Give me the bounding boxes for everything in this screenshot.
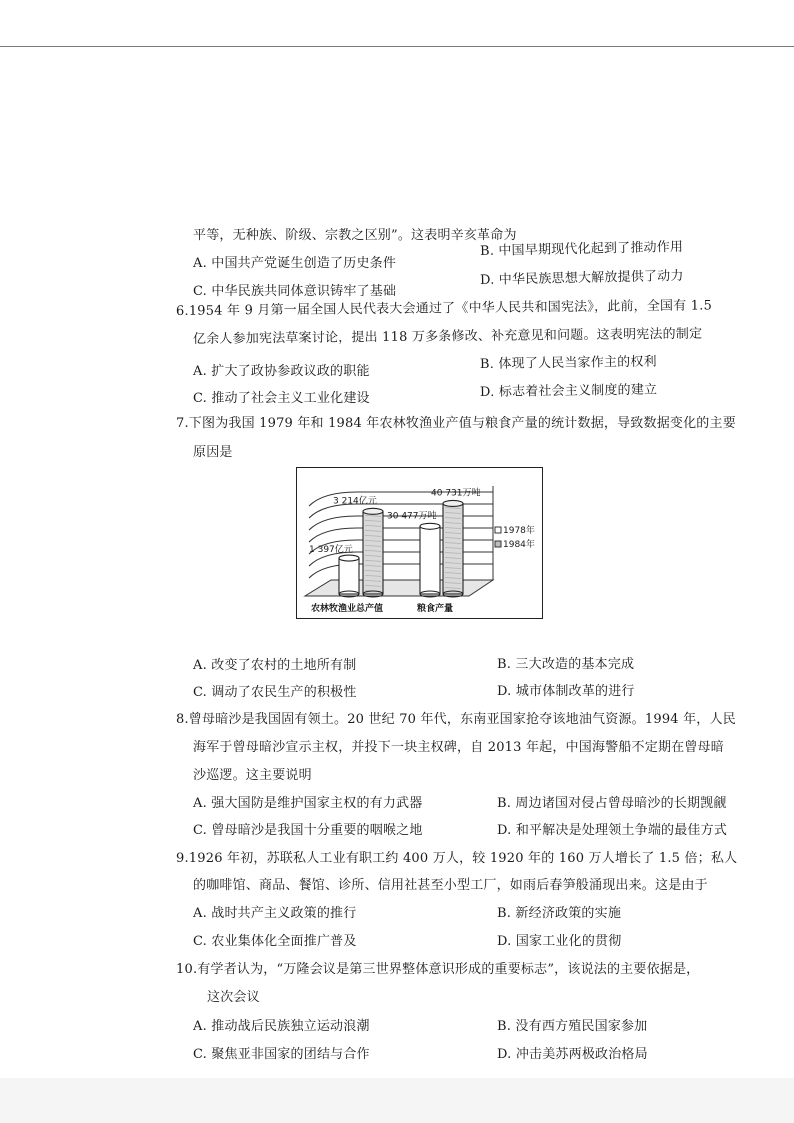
q8-stem-line-2: 海军于曾母暗沙宣示主权，并投下一块主权碑，自 2013 年起，中国海警船不定期在曾母暗	[193, 740, 724, 755]
q6-option-c[interactable]: C. 推动了社会主义工业化建设	[193, 391, 370, 406]
top-divider	[0, 46, 794, 47]
q7-stem-line-2: 原因是	[193, 445, 233, 460]
q9-option-d[interactable]: D. 国家工业化的贯彻	[497, 934, 622, 949]
q7-option-b[interactable]: B. 三大改造的基本完成	[497, 657, 635, 672]
bar-1978-output-body	[339, 558, 359, 594]
q10-option-a[interactable]: A. 推动战后民族独立运动浪潮	[193, 1019, 370, 1034]
q5-option-d[interactable]: D. 中华民族思想大解放提供了动力	[479, 268, 684, 288]
label-1978-output: 1 397亿元	[309, 545, 353, 556]
category-label-output: 农林牧渔业总产值	[311, 604, 384, 614]
page-bottom-shade	[0, 1078, 794, 1123]
legend-label-1984: 1984年	[503, 540, 535, 550]
q10-option-b[interactable]: B. 没有西方殖民国家参加	[497, 1019, 648, 1034]
category-label-grain: 粮食产量	[417, 604, 454, 614]
q8-option-a[interactable]: A. 强大国防是维护国家主权的有力武器	[193, 796, 423, 811]
q7-option-a[interactable]: A. 改变了农村的土地所有制	[193, 658, 357, 673]
q9-stem-line-2: 的咖啡馆、商品、餐馆、诊所、信用社甚至小型工厂，如雨后春笋般涌现出来。这是由于	[193, 878, 708, 893]
bar-1978-grain	[420, 523, 440, 597]
q5-stem-tail: 平等，无种族、阶级、宗教之区别”。这表明辛亥革命为	[193, 228, 517, 243]
q6-option-b[interactable]: B. 体现了人民当家作主的权利	[479, 354, 657, 372]
bar-1978-grain-top	[420, 523, 440, 529]
q10-option-c[interactable]: C. 聚焦亚非国家的团结与合作	[193, 1047, 370, 1062]
q7-option-c[interactable]: C. 调动了农民生产的积极性	[193, 685, 357, 700]
legend-label-1978: 1978年	[503, 526, 535, 536]
q7-option-d[interactable]: D. 城市体制改革的进行	[497, 684, 635, 699]
label-1984-grain: 40 731万吨	[431, 488, 481, 499]
q9-option-b[interactable]: B. 新经济政策的实施	[497, 906, 622, 921]
q8-option-b[interactable]: B. 周边诸国对侵占曾母暗沙的长期觊觎	[497, 796, 727, 811]
q8-stem-line-3: 沙巡逻。这主要说明	[193, 768, 312, 783]
bar-1984-output-top	[363, 508, 383, 514]
bar-1984-output	[363, 508, 383, 597]
q7-stem-line-1: 7.下图为我国 1979 年和 1984 年农林牧渔业产值与粮食产量的统计数据，导致数据变化的主要	[176, 416, 736, 431]
q10-stem-line-2: 这次会议	[207, 990, 260, 1005]
q6-option-d[interactable]: D. 标志着社会主义制度的建立	[479, 382, 658, 400]
q9-option-a[interactable]: A. 战时共产主义政策的推行	[193, 906, 357, 921]
q5-option-b[interactable]: B. 中国早期现代化起到了推动作用	[479, 239, 684, 259]
q9-option-c[interactable]: C. 农业集体化全面推广普及	[193, 934, 357, 949]
q6-stem-line-1: 6.1954 年 9 月第一届全国人民代表大会通过了《中华人民共和国宪法》，此前，全国有 1.5	[175, 298, 713, 319]
bar-1984-grain-top	[443, 500, 463, 506]
q6-stem-line-2: 亿余人参加宪法草案讨论，提出 118 万多条修改、补充意见和问题。这表明宪法的制定	[192, 326, 703, 347]
q5-option-c[interactable]: C. 中华民族共同体意识铸牢了基础	[193, 284, 397, 299]
bar-1978-output-top	[339, 555, 359, 561]
label-1978-grain: 30 477万吨	[387, 511, 437, 522]
chart-gridline-6	[309, 564, 493, 578]
q10-option-d[interactable]: D. 冲击美苏两极政治格局	[497, 1047, 648, 1062]
label-1984-output: 3 214亿元	[333, 496, 377, 507]
q7-chart	[296, 467, 543, 619]
chart-legend	[495, 524, 535, 550]
legend-swatch-1984	[495, 541, 501, 547]
q10-stem-line-1: 10.有学者认为，“万隆会议是第三世界整体意识形成的重要标志”，该说法的主要依据是，	[176, 962, 700, 977]
q9-stem-line-1: 9.1926 年初，苏联私人工业有职工约 400 万人，较 1920 年的 160 万人增长了 1.5 倍；私人	[176, 851, 738, 866]
q8-option-d[interactable]: D. 和平解决是处理领土争端的最佳方式	[497, 823, 728, 838]
bar-1978-grain-body	[420, 526, 440, 594]
q8-option-c[interactable]: C. 曾母暗沙是我国十分重要的咽喉之地	[193, 823, 423, 838]
legend-swatch-1978	[495, 527, 501, 533]
chart-floor	[305, 580, 493, 596]
q7-chart-svg	[297, 468, 541, 617]
q8-stem-line-1: 8.曾母暗沙是我国固有领土。20 世纪 70 年代，东南亚国家抢夺该地油气资源。1994 年，人民	[176, 712, 736, 727]
bar-1978-output	[339, 555, 359, 597]
q5-option-a[interactable]: A. 中国共产党诞生创造了历史条件	[193, 256, 397, 271]
q6-option-a[interactable]: A. 扩大了政协参政议政的职能	[193, 364, 370, 379]
bar-1984-grain	[443, 500, 463, 597]
